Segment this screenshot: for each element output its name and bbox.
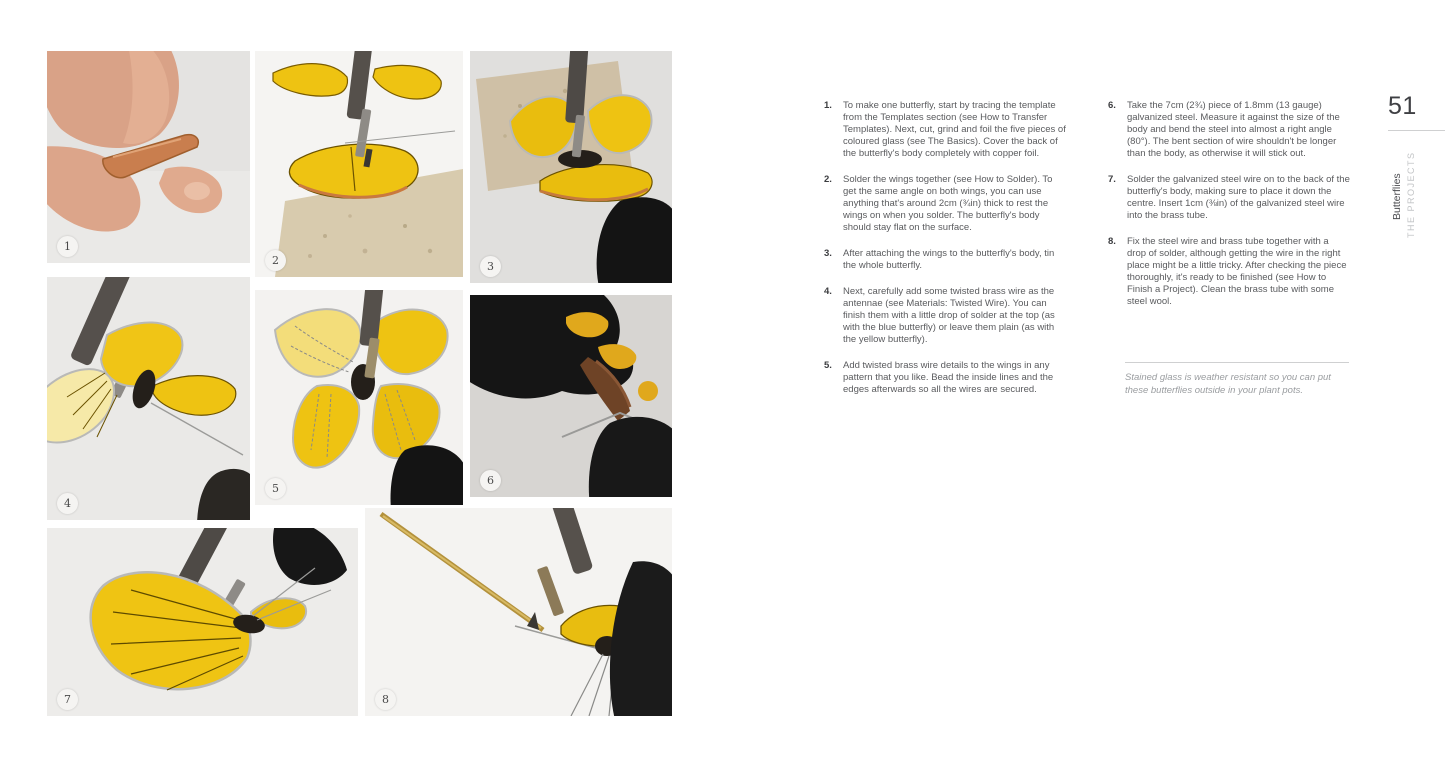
step-number: 2.	[824, 174, 832, 185]
instruction-step-2	[824, 174, 1066, 234]
step-text: Fix the steel wire and brass tube together with a drop of solder, although getting the wire in the right place might be a little tricky. After checking the piece thoroughly, it's ready to be finished (see How to Finish a Project). Clean the brass tube with some steel wool.	[1127, 236, 1347, 307]
step-number: 3.	[824, 248, 832, 259]
step-text: Solder the wings together (see How to Solder). To get the same angle on both wings, you can use anything that's around 2cm (¾in) thick to rest the wings on when you solder. The butterfly's body should stay flat on the surface.	[843, 174, 1053, 233]
step-text: Take the 7cm (2¾) piece of 1.8mm (13 gauge) galvanized steel. Measure it against the size of the body and bend the steel into almost a right angle (80°). The bent section of wire shouldn't be longer than the body, as otherwise it will stick out.	[1127, 100, 1340, 159]
instruction-step-4	[824, 286, 1066, 346]
step-photo-4	[47, 277, 250, 520]
photo-badge-8: 8	[375, 689, 396, 710]
instruction-step-1	[824, 100, 1066, 160]
step-text: To make one butterfly, start by tracing the template from the Templates section (see How to Transfer Templates). Next, cut, grind and foil the five pieces of coloured glass (see The Basics). Cover the back of the butterfly's body completely with copper foil.	[843, 100, 1066, 159]
step-number: 5.	[824, 360, 832, 371]
photo-1-image-hands-copper-foil	[47, 51, 250, 263]
instruction-step-6	[1108, 100, 1350, 160]
photo-6-image-pliers-wire	[470, 295, 672, 497]
photo-badge-2: 2	[265, 250, 286, 271]
step-photo-7	[47, 528, 358, 716]
step-text: Solder the galvanized steel wire on to the back of the butterfly's body, making sure to place it down the centre. Insert 1cm (⅜in) of the galvanized steel wire into the brass tube.	[1127, 174, 1350, 221]
margin-chapter-title: Butterflies	[1391, 173, 1403, 220]
step-photo-3	[470, 51, 672, 283]
step-number: 1.	[824, 100, 832, 111]
photo-badge-1: 1	[57, 236, 78, 257]
photo-5-image-wire-details	[255, 290, 463, 505]
photo-7-image-solder-body-wire	[47, 528, 358, 716]
photo-badge-7: 7	[57, 689, 78, 710]
step-number: 8.	[1108, 236, 1116, 247]
instruction-step-7	[1108, 174, 1350, 222]
instructions-column-2	[1108, 100, 1350, 322]
note-divider	[1125, 362, 1349, 363]
instruction-step-3	[824, 248, 1066, 272]
photo-4-image-tinned-butterfly	[47, 277, 250, 520]
photo-3-image-firebrick-soldering	[470, 51, 672, 283]
photo-badge-5: 5	[265, 478, 286, 499]
photo-badge-3: 3	[480, 256, 501, 277]
tip-note	[1125, 362, 1349, 397]
step-text: Add twisted brass wire details to the wings in any pattern that you like. Bead the inside lines and the edges afterwards so all the wires are secured.	[843, 360, 1054, 395]
photo-badge-6: 6	[480, 470, 501, 491]
instruction-step-5	[824, 360, 1066, 396]
step-text: After attaching the wings to the butterfly's body, tin the whole butterfly.	[843, 248, 1055, 271]
step-photo-8	[365, 508, 672, 716]
step-photo-1	[47, 51, 250, 263]
margin-section-label: THE PROJECTS	[1406, 151, 1416, 238]
step-text: Next, carefully add some twisted brass wire as the antennae (see Materials: Twisted Wire). You can finish them with a little drop of solder at the top (as with the blue butterfly) or leave them plain (as with the yellow butterfly).	[843, 286, 1055, 345]
step-photo-5	[255, 290, 463, 505]
step-photo-2	[255, 51, 463, 277]
step-photo-6	[470, 295, 672, 497]
photo-badge-4: 4	[57, 493, 78, 514]
step-number: 4.	[824, 286, 832, 297]
photo-2-image-soldering-wings	[255, 51, 463, 277]
note-text: Stained glass is weather resistant so you can put these butterflies outside in your plant pots.	[1125, 372, 1331, 396]
photo-8-image-brass-tube	[365, 508, 672, 716]
page-number: 51	[1388, 92, 1417, 120]
step-number: 6.	[1108, 100, 1116, 111]
instructions-column-1	[824, 100, 1066, 410]
page-number-divider	[1388, 130, 1445, 131]
instruction-step-8	[1108, 236, 1350, 308]
step-number: 7.	[1108, 174, 1116, 185]
